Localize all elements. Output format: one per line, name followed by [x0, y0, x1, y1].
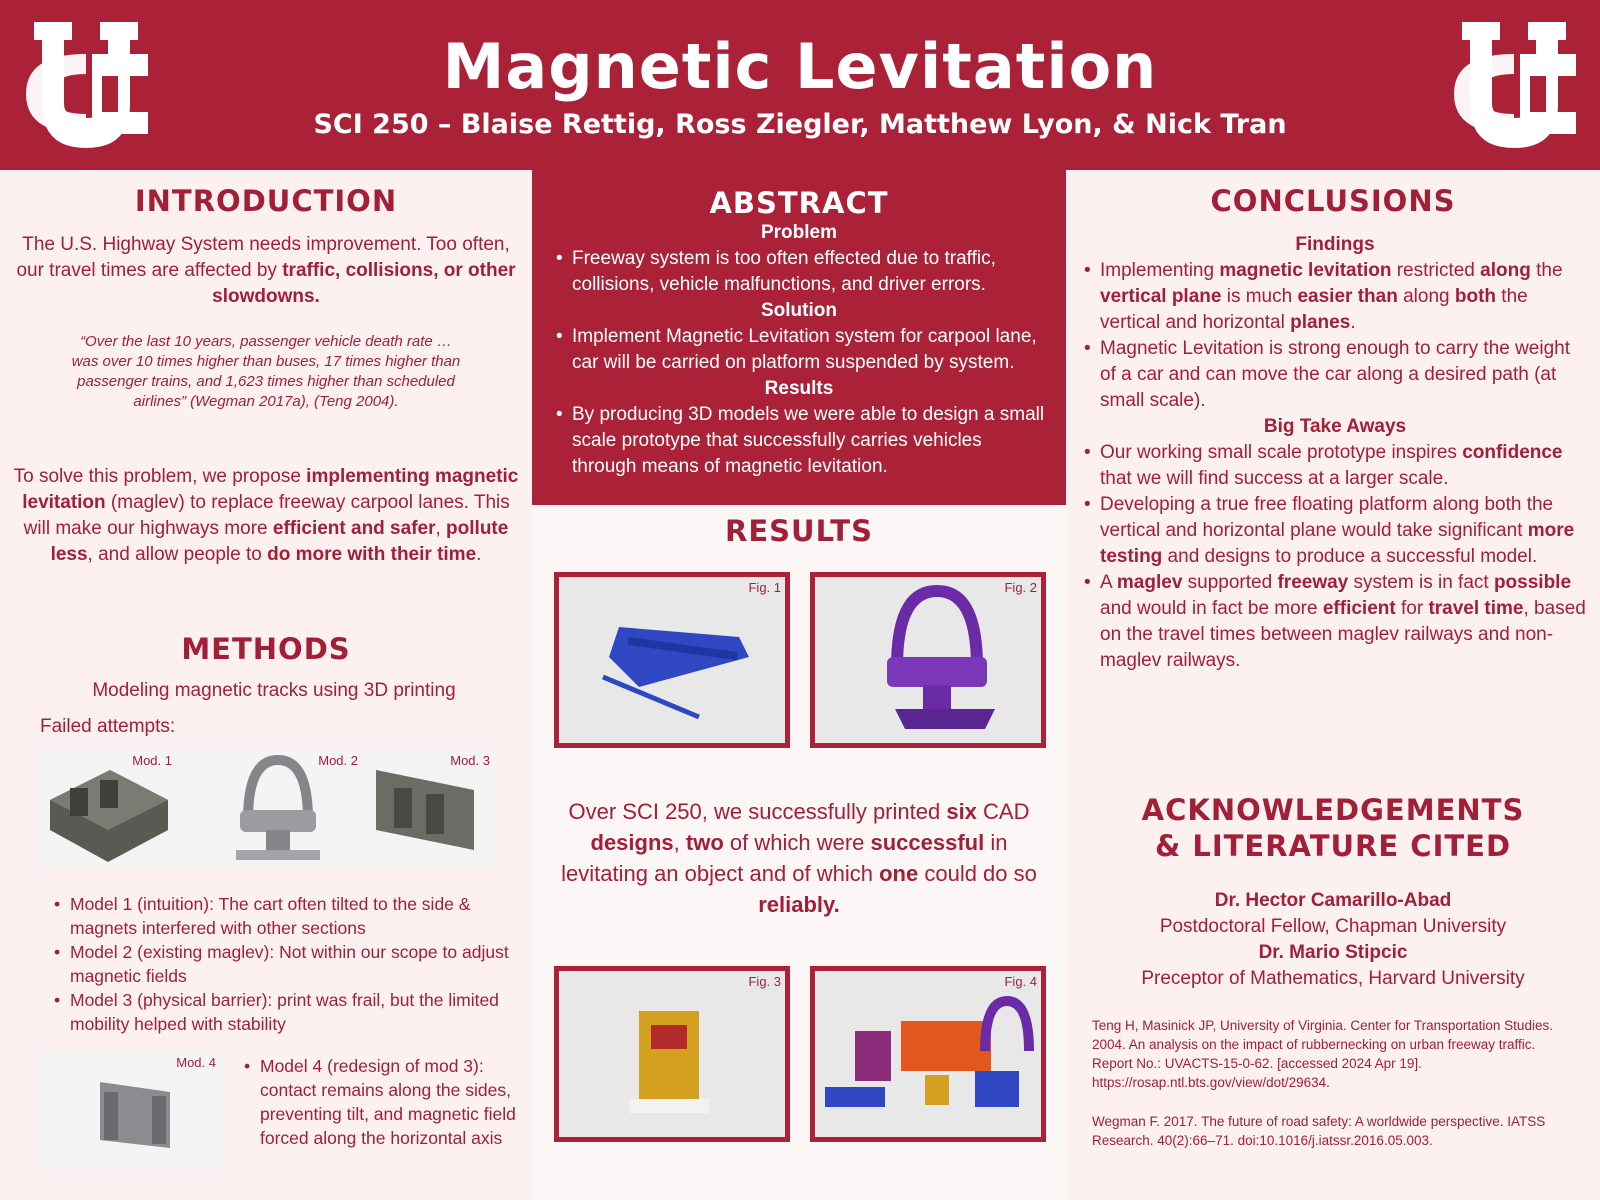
takeaway-emphasis: confidence [1462, 442, 1563, 463]
finding-text: Implementing [1100, 260, 1220, 281]
figure-2 [810, 572, 1046, 748]
introduction-paragraph-2 [12, 464, 520, 568]
finding-emphasis: both [1454, 286, 1497, 307]
takeaway-text: system is in fact [1348, 572, 1494, 593]
ack-name-2: Dr. Mario Stipcic [1258, 942, 1408, 963]
findings-list [1080, 258, 1590, 414]
conclusions-title: CONCLUSIONS [1210, 184, 1456, 218]
acknowledgements-title-line-1: ACKNOWLEDGEMENTS [1141, 793, 1525, 827]
summary-text: CAD [976, 799, 1030, 824]
takeaway-1 [1082, 440, 1590, 492]
ack-role-1: Postdoctoral Fellow, Chapman University [1159, 916, 1507, 937]
ack-name-1: Dr. Hector Camarillo-Abad [1214, 890, 1452, 911]
solution-label: Solution [761, 300, 837, 321]
figure-3-label: Fig. 3 [748, 974, 781, 989]
takeaway-emphasis: travel time [1428, 598, 1524, 619]
finding-text: is much [1221, 286, 1298, 307]
intro-text: To solve this problem, we propose [13, 466, 307, 487]
abstract-title: ABSTRACT [709, 186, 889, 220]
model-1-label: Mod. 1 [132, 753, 172, 768]
figure-3 [554, 966, 790, 1142]
intro-emphasis: pollute less [50, 518, 509, 565]
takeaway-text: , based on the travel times between maglev railways and non-maglev railways. [1100, 598, 1586, 671]
takeaway-text: for [1395, 598, 1429, 619]
finding-2: • Magnetic Levitation is strong enough to carry the weight of a car and can move the car along a desired path (at small scale). [1082, 336, 1590, 414]
finding-emphasis: magnetic levitation [1219, 260, 1392, 281]
takeaway-emphasis: more testing [1100, 520, 1575, 567]
figure-2-label: Fig. 2 [1004, 580, 1037, 595]
takeaway-2 [1082, 492, 1590, 570]
methods-model-list [52, 892, 512, 1036]
finding-text: restricted [1391, 260, 1481, 281]
intro-quote: “Over the last 10 years, passenger vehicle death rate … was over 10 times higher than buses, 17 times higher than passenger trains, and 1,623 times higher than scheduled airlines” (Wegman 2017a), (Teng 2004). [71, 333, 461, 410]
model-4-list [242, 1054, 522, 1150]
university-logo-icon [16, 14, 156, 154]
acknowledgements-people [1066, 888, 1600, 992]
poster-subtitle: SCI 250 – Blaise Rettig, Ross Ziegler, Matthew Lyon, & Nick Tran [313, 109, 1287, 140]
right-column [1066, 170, 1600, 1200]
figure-4 [810, 966, 1046, 1142]
summary-emphasis: two [685, 830, 724, 855]
findings-label: Findings [1295, 234, 1375, 255]
summary-text: Over SCI 250, we successfully printed [568, 799, 947, 824]
takeaway-emphasis: possible [1493, 572, 1572, 593]
summary-text: , [673, 830, 686, 855]
solution-list [532, 324, 1066, 376]
model-2-description: • Model 2 (existing maglev): Not within our scope to adjust magnetic fields [52, 940, 512, 988]
solution-text: • Implement Magnetic Levitation system for carpool lane, car will be carried on platform suspended by system. [554, 324, 1046, 376]
model-3-image [364, 750, 496, 868]
figure-1-blue-track-icon [559, 577, 785, 743]
intro-emphasis: efficient and safer [272, 518, 436, 539]
intro-text: , [435, 518, 447, 539]
intro-emphasis: do more with their time [267, 544, 477, 565]
summary-emphasis: six [946, 799, 977, 824]
model-3-label: Mod. 3 [450, 753, 490, 768]
takeaways-label: Big Take Aways [1263, 416, 1407, 437]
middle-column [532, 170, 1066, 1200]
takeaway-text: Our working small scale prototype inspires [1100, 442, 1463, 463]
finding-emphasis: vertical plane [1100, 286, 1222, 307]
results-list [532, 402, 1066, 480]
problem-label: Problem [760, 222, 838, 243]
conclusions-body [1080, 232, 1590, 674]
finding-1 [1082, 258, 1590, 336]
results-title: RESULTS [725, 514, 873, 548]
finding-text: the vertical and horizontal [1100, 286, 1528, 333]
reference-1: Teng H, Masinick JP, University of Virginia. Center for Transportation Studies. 2004. An analysis on the impact of rubbernecking on urban freeway traffic. Report No.: UVACTS-15-0-62. [accessed 2024 Apr 19]. https://rosap.ntl.bts.gov/view/dot/29634. [1092, 1018, 1553, 1090]
takeaway-text: and would in fact be more [1100, 598, 1323, 619]
takeaway-text: that we will find success at a larger scale. [1100, 468, 1449, 489]
takeaway-emphasis: freeway [1277, 572, 1349, 593]
results-text: • By producing 3D models we were able to design a small scale prototype that successfully carries vehicles through means of magnetic levitation. [554, 402, 1046, 480]
university-logo-icon [1444, 14, 1584, 154]
finding-emphasis: easier than [1297, 286, 1398, 307]
figure-4-models-lineup-icon [815, 971, 1041, 1137]
takeaway-text: supported [1182, 572, 1278, 593]
summary-text: in levitating an object and of which [561, 830, 1008, 886]
summary-emphasis: one [879, 861, 919, 886]
summary-emphasis: reliably. [758, 892, 840, 917]
intro-text: , and allow people to [87, 544, 268, 565]
intro-emphasis: implementing magnetic levitation [22, 466, 519, 513]
model-3-description: • Model 3 (physical barrier): print was frail, but the limited mobility helped with stability [52, 988, 512, 1036]
poster-header [0, 0, 1600, 170]
model-1-description: • Model 1 (intuition): The cart often tilted to the side & magnets interfered with other sections [52, 892, 512, 940]
results-summary [556, 796, 1042, 920]
figure-1-label: Fig. 1 [748, 580, 781, 595]
model-1-image [40, 750, 178, 868]
failed-attempts-label: Failed attempts: [40, 716, 176, 737]
acknowledgements-title-line-2: & LITERATURE CITED [1154, 829, 1512, 863]
takeaway-text: and designs to produce a successful model. [1162, 546, 1538, 567]
left-column [0, 170, 532, 1200]
results-label: Results [764, 378, 834, 399]
methods-subtitle: Modeling magnetic tracks using 3D printing [92, 680, 456, 701]
figure-1 [554, 572, 790, 748]
finding-emphasis: planes [1290, 312, 1351, 333]
intro-emphasis: traffic, collisions, or other slowdowns. [212, 260, 516, 307]
problem-list [532, 246, 1066, 298]
intro-text: . [476, 544, 482, 565]
model-4-label: Mod. 4 [176, 1055, 216, 1070]
ack-role-2: Preceptor of Mathematics, Harvard University [1141, 968, 1525, 989]
model-4-description: • Model 4 (redesign of mod 3): contact remains along the sides, preventing tilt, and magnetic field forced along the horizontal axis [242, 1054, 522, 1150]
takeaways-list [1080, 440, 1590, 674]
takeaway-3 [1082, 570, 1590, 674]
finding-text: along [1397, 286, 1455, 307]
figure-3-yellow-carrier-icon [559, 971, 785, 1137]
figure-4-label: Fig. 4 [1004, 974, 1037, 989]
model-2-image [178, 750, 364, 868]
takeaway-emphasis: efficient [1322, 598, 1396, 619]
finding-text: . [1350, 312, 1356, 333]
intro-text: (maglev) to replace freeway carpool lanes. This will make our highways more [23, 492, 510, 539]
reference-2: Wegman F. 2017. The future of road safety: A worldwide perspective. IATSS Research. 40(2):66–71. doi:10.1016/j.iatssr.2016.05.003. [1092, 1114, 1546, 1148]
summary-text: of which were [723, 830, 871, 855]
summary-text: could do so [918, 861, 1037, 886]
intro-text: The U.S. Highway System needs improvement. Too often, our travel times are affected by [16, 234, 510, 281]
problem-text: • Freeway system is too often effected due to traffic, collisions, vehicle malfunctions, and driver errors. [554, 246, 1046, 298]
methods-title: METHODS [181, 632, 351, 666]
finding-text: the [1530, 260, 1563, 281]
model-2-label: Mod. 2 [318, 753, 358, 768]
takeaway-emphasis: maglev [1116, 572, 1183, 593]
takeaway-text: Developing a true free floating platform along both the vertical and horizontal plane would take significant [1100, 494, 1554, 541]
poster-title: Magnetic Levitation [442, 30, 1158, 103]
figure-2-purple-arch-icon [815, 577, 1041, 743]
takeaway-text: A [1100, 572, 1117, 593]
summary-emphasis: successful [870, 830, 985, 855]
introduction-paragraph-1 [14, 232, 518, 310]
finding-emphasis: along [1480, 260, 1531, 281]
model-4-image [40, 1052, 222, 1170]
acknowledgements-title [1066, 792, 1600, 864]
summary-emphasis: designs [590, 830, 674, 855]
introduction-title: INTRODUCTION [134, 184, 398, 218]
abstract-panel [532, 170, 1066, 505]
